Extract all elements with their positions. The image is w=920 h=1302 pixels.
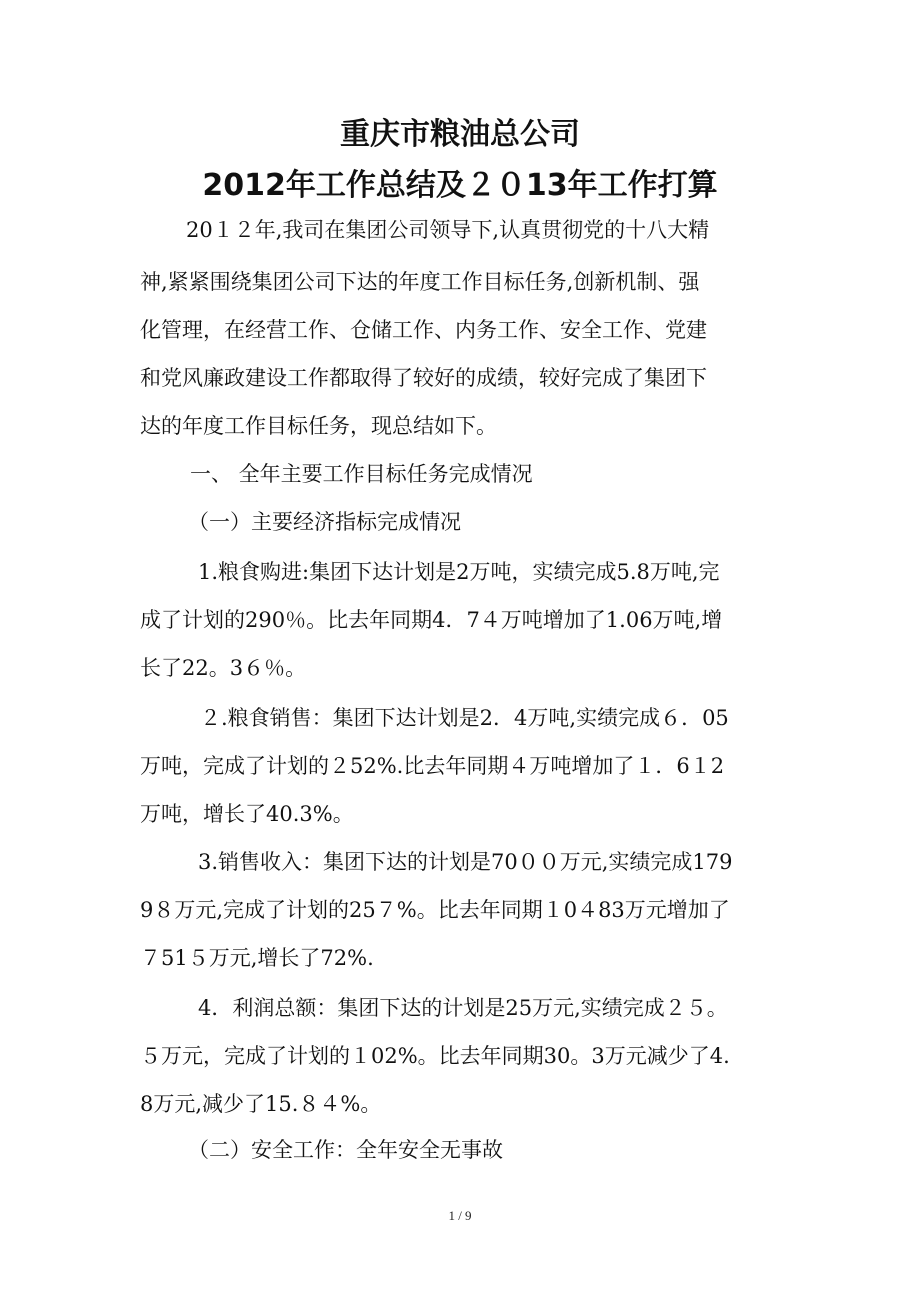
item-line: 4．利润总额：集团下达的计划是25万元,实绩完成２５。	[198, 996, 728, 1020]
item-line: 1.粮食购进:集团下达计划是2万吨，实绩完成5.8万吨,完	[198, 560, 720, 584]
item-line: ２.粮食销售：集团下达计划是2．4万吨,实绩完成６．05	[200, 706, 729, 730]
paragraph-line: 神,紧紧围绕集团公司下达的年度工作目标任务,创新机制、强	[140, 270, 700, 294]
item-line: 8万元,减少了15.８４%。	[140, 1092, 382, 1116]
item-line: 9８万元,完成了计划的25７%。比去年同期１0４83万元增加了	[140, 898, 730, 922]
subsection-heading: （一）主要经济指标完成情况	[188, 510, 461, 534]
section-heading: 一、 全年主要工作目标任务完成情况	[190, 462, 533, 486]
item-line: ５万元，完成了计划的１02%。比去年同期30。3万元减少了4.	[140, 1044, 730, 1068]
page-number: 1 / 9	[448, 1208, 472, 1223]
item-line: 3.销售收入：集团下达的计划是70００万元,实绩完成179	[198, 850, 733, 874]
item-line: 万吨，完成了计划的２52%.比去年同期４万吨增加了１．6１2	[140, 754, 725, 778]
paragraph-line: 化管理，在经营工作、仓储工作、内务工作、安全工作、党建	[140, 318, 707, 342]
paragraph-line: 和党风廉政建设工作都取得了较好的成绩，较好完成了集团下	[140, 366, 707, 390]
paragraph-line: 20１２年,我司在集团公司领导下,认真贯彻党的十八大精	[186, 218, 710, 242]
item-line: 长了22。3６％。	[140, 656, 307, 680]
document-title-line-2: 2012年工作总结及２０13年工作打算	[202, 168, 718, 203]
item-line: ７51５万元,增长了72%.	[140, 946, 374, 970]
paragraph-line: 达的年度工作目标任务，现总结如下。	[140, 414, 497, 438]
document-title-line-1: 重庆市粮油总公司	[340, 117, 580, 152]
subsection-heading: （二）安全工作：全年安全无事故	[188, 1138, 503, 1162]
item-line: 成了计划的290％。比去年同期4．7４万吨增加了1.06万吨,增	[140, 608, 723, 632]
item-line: 万吨，增长了40.3%。	[140, 802, 354, 826]
